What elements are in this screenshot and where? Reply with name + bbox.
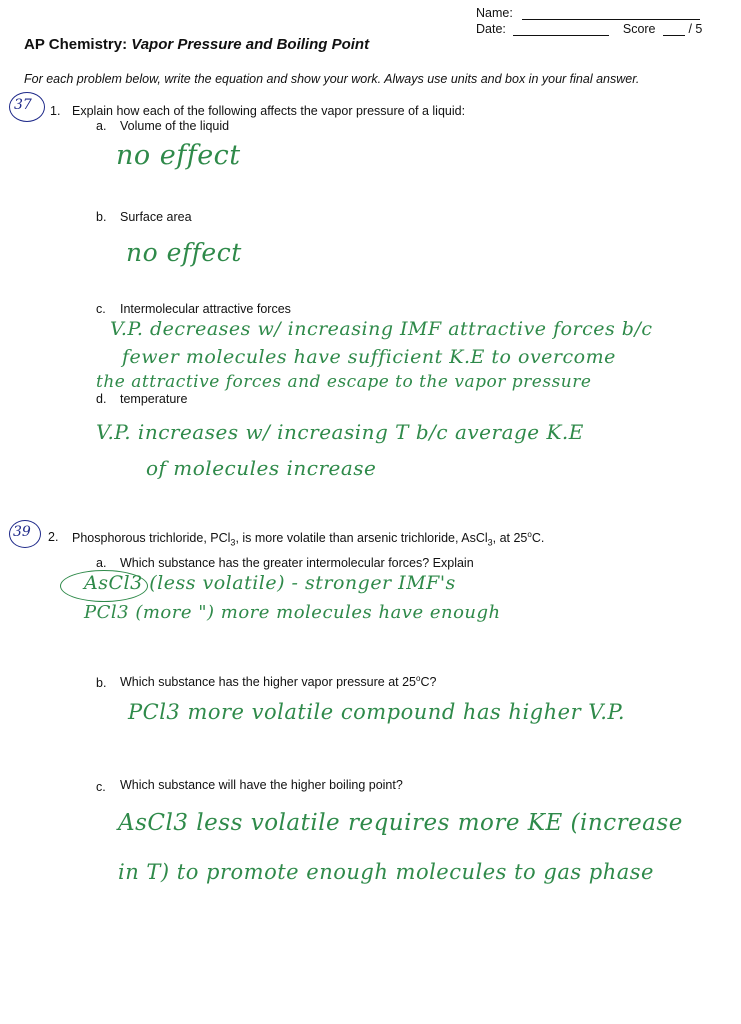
q1b-answer: no effect	[126, 238, 242, 267]
q1-number: 1.	[50, 104, 61, 118]
q2c-answer-line-2: in T) to promote enough molecules to gas phase	[118, 860, 654, 884]
q2b-letter: b.	[96, 676, 107, 690]
q1d-answer-line-1: V.P. increases w/ increasing T b/c average K.E	[96, 420, 584, 444]
q1d-letter: d.	[96, 392, 107, 406]
q1c-answer-line-3: the attractive forces and escape to the vapor pressure	[96, 372, 592, 392]
q2-prompt-part-1: Phosphorous trichloride, PCl	[72, 531, 231, 546]
q2a-letter: a.	[96, 556, 107, 570]
q1a-answer: no effect	[116, 140, 241, 171]
q2b-degree: o	[416, 674, 421, 683]
name-label: Name:	[476, 6, 513, 20]
score-total: / 5	[688, 22, 703, 36]
q2-prompt	[72, 530, 544, 548]
q2-prompt-part-4: C.	[531, 531, 545, 546]
title-sub: Vapor Pressure and Boiling Point	[131, 36, 370, 53]
q2-prompt-part-3: , at 25	[492, 531, 528, 546]
q2a-answer-line-2: PCl3 (more ") more molecules have enough	[84, 602, 501, 623]
score-label: Score	[622, 22, 656, 36]
q2-prompt-degree: o	[527, 530, 532, 539]
q1c-letter: c.	[96, 302, 106, 316]
q2-prompt-sub-1: 3	[230, 537, 236, 548]
q2-prompt-part-2: , is more volatile than arsenic trichloride, AsCl	[235, 531, 488, 546]
q1c-answer-line-1: V.P. decreases w/ increasing IMF attractive forces b/c	[110, 318, 653, 340]
q2b-text	[120, 674, 436, 689]
q2c-answer-line-1: AsCl3 less volatile requires more KE (increase	[118, 810, 683, 836]
q2a-answer-line-1: AsCl3 (less volatile) - stronger IMF's	[84, 572, 456, 594]
instructions: For each problem below, write the equation and show your work. Always use units and box in your final answer.	[24, 72, 640, 86]
q1a-letter: a.	[96, 119, 107, 133]
page-title	[24, 36, 369, 53]
q2b-text-part-2: C?	[420, 675, 437, 690]
name-blank	[522, 7, 700, 20]
q1c-text: Intermolecular attractive forces	[120, 302, 291, 316]
q2b-text-part-1: Which substance has the higher vapor pressure at 25	[120, 675, 417, 690]
grade-mark-q1: 37	[14, 97, 32, 113]
date-row	[476, 22, 702, 36]
q1-prompt: Explain how each of the following affects the vapor pressure of a liquid:	[72, 104, 466, 118]
q2c-letter: c.	[96, 780, 106, 794]
q2-prompt-sub-2: 3	[487, 537, 493, 548]
q2-number: 2.	[48, 530, 59, 544]
date-label: Date:	[476, 22, 506, 36]
date-blank	[513, 23, 609, 36]
q1b-letter: b.	[96, 210, 107, 224]
q1a-text: Volume of the liquid	[120, 119, 230, 133]
name-row	[476, 6, 700, 20]
q1d-answer-line-2: of molecules increase	[146, 456, 377, 480]
q1b-text: Surface area	[120, 210, 192, 224]
score-blank	[663, 23, 685, 36]
q2a-text: Which substance has the greater intermolecular forces? Explain	[120, 556, 474, 570]
q1c-answer-line-2: fewer molecules have sufficient K.E to overcome	[122, 346, 616, 368]
title-main: AP Chemistry:	[24, 36, 128, 53]
q2c-text: Which substance will have the higher boiling point?	[120, 778, 403, 792]
q2b-answer: PCl3 more volatile compound has higher V.P.	[128, 700, 626, 724]
grade-mark-q2: 39	[13, 524, 31, 540]
q1d-text: temperature	[120, 392, 188, 406]
